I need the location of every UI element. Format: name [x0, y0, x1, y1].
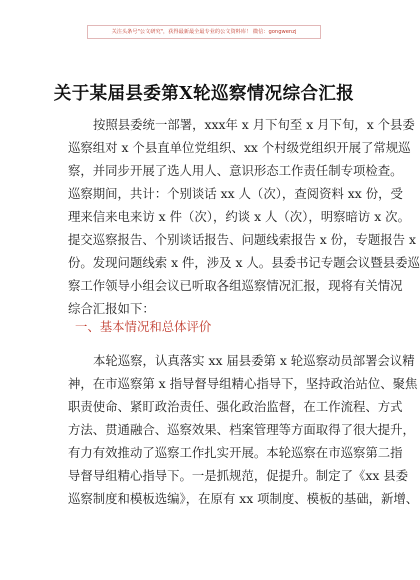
- top-banner: 关注头条号"公文研究"，获得最新最全最专业的公文资料库！ 微信：gongwenzj: [87, 25, 321, 39]
- paragraph-line: 本轮巡察，认真落实 xx 届县委第 x 轮巡察动员部署会议精: [93, 353, 415, 368]
- paragraph-line: 综合汇报如下：: [68, 301, 155, 316]
- paragraph-line: 份。发现问题线索 x 件，涉及 x 人。县委书记专题会议暨县委巡: [68, 255, 420, 270]
- paragraph-line: 有力有效推动了巡察工作扎实开展。本轮巡察在市巡察第二指: [68, 445, 403, 460]
- paragraph-line: 提交巡察报告、个别谈话报告、问题线索报告 x 份，专题报告 x: [68, 232, 416, 247]
- paragraph-intro: [68, 113, 420, 320]
- section-heading: 一、基本情况和总体评价: [75, 319, 212, 334]
- paragraph-line: 职责使命、紧盯政治责任、强化政治监督，在工作流程、方式: [68, 399, 403, 414]
- paragraph-line: 导督导组精心指导下。一是抓规范，促提升。制定了《xx 县委: [68, 468, 409, 483]
- paragraph-line: 神，在市巡察第 x 指导督导组精心指导下，坚持政治站位、聚焦: [68, 376, 418, 391]
- paragraph-line: 巡察组对 x 个县直单位党组织、xx 个村级党组织开展了常规巡: [68, 140, 411, 155]
- paragraph-line: 按照县委统一部署，xxx年 x 月下旬至 x 月下旬，x 个县委: [93, 117, 415, 132]
- paragraph-line: 巡察期间，共计：个别谈话 xx 人（次），查阅资料 xx 份，受: [68, 186, 403, 201]
- paragraph-line: 察工作领导小组会议已听取各组巡察情况汇报，现将有关情况: [68, 278, 403, 293]
- paragraph-overview: [68, 349, 419, 510]
- paragraph-line: 方法、贯通融合、巡察效果、档案管理等方面取得了很大提升，: [68, 422, 415, 437]
- paragraph-line: 察，并同步开展了选人用人、意识形态工作责任制专项检查。: [68, 163, 403, 178]
- paragraph-line: 理来信来电来访 x 件（次），约谈 x 人（次），明察暗访 x 次。: [68, 209, 410, 224]
- document-title: 关于某届县委第X轮巡察情况综合汇报: [53, 84, 355, 104]
- paragraph-line: 巡察制度和模板选编》，在原有 xx 项制度、模板的基础，新增、: [68, 491, 419, 506]
